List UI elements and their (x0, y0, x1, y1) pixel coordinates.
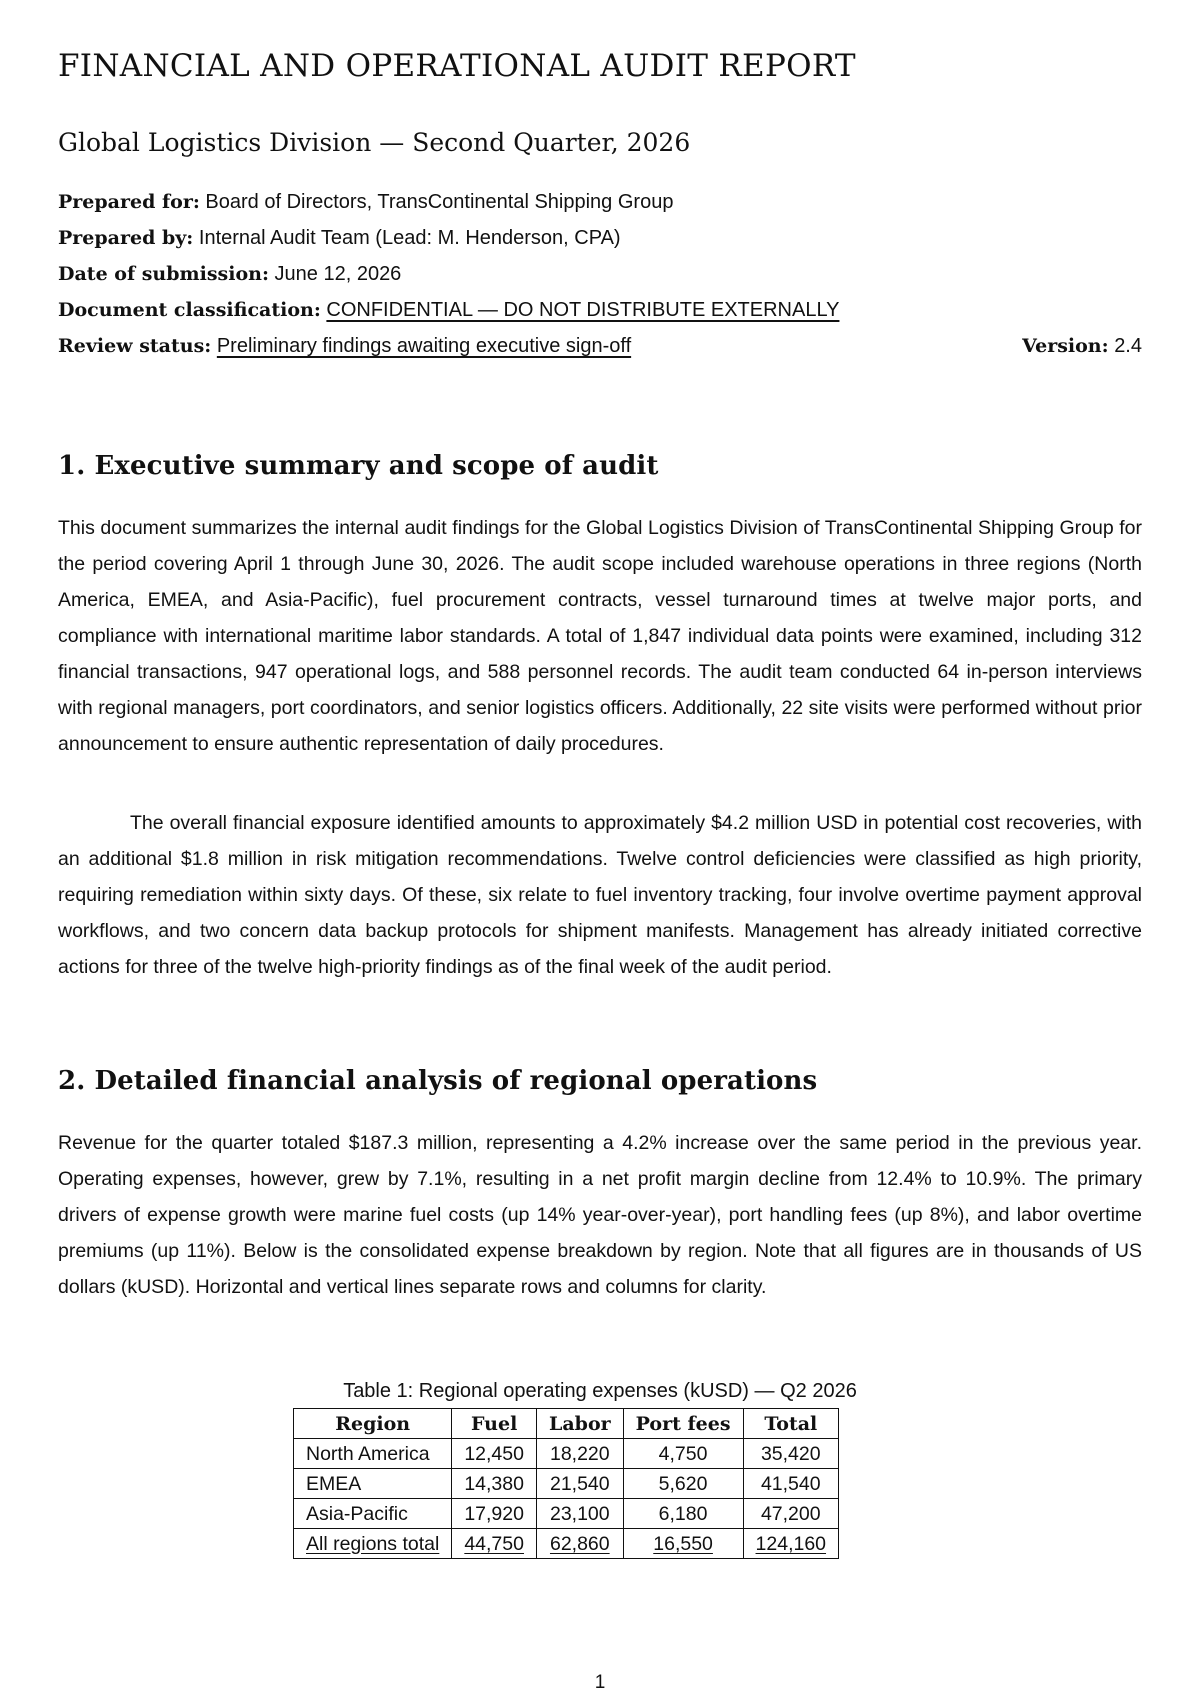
cell-total: 41,540 (743, 1469, 839, 1499)
prepared-by-label: Prepared by: (58, 227, 194, 249)
expense-table-container (293, 1408, 839, 1559)
table-row (294, 1499, 839, 1529)
cell-region: Asia-Pacific (294, 1499, 452, 1529)
table-row (294, 1469, 839, 1499)
cell-total: 47,200 (743, 1499, 839, 1529)
cell-port-fees (623, 1529, 743, 1559)
version-info (1022, 332, 1142, 360)
version-label: Version: (1022, 335, 1109, 357)
classification-row (58, 296, 1142, 332)
regional-expense-table (293, 1408, 839, 1559)
header-labor: Labor (536, 1409, 623, 1439)
section-heading-executive-summary: 1. Executive summary and scope of audit (58, 451, 659, 481)
classification-value: CONFIDENTIAL — DO NOT DISTRIBUTE EXTERNALLY (326, 299, 840, 321)
table-total-row (294, 1529, 839, 1559)
prepared-by-value: Internal Audit Team (Lead: M. Henderson, CPA) (198, 227, 621, 249)
classification-label: Document classification: (58, 299, 321, 321)
version-value: 2.4 (1114, 335, 1142, 357)
cell-region: EMEA (294, 1469, 452, 1499)
document-subtitle: Global Logistics Division — Second Quarter, 2026 (58, 128, 691, 157)
section-heading-financial-analysis: 2. Detailed financial analysis of regional operations (58, 1066, 818, 1096)
cell-port-fees: 4,750 (623, 1439, 743, 1469)
header-port-fees: Port fees (623, 1409, 743, 1439)
cell-labor: 18,220 (536, 1439, 623, 1469)
table-row (294, 1439, 839, 1469)
document-metadata (58, 188, 1142, 368)
cell-labor: 23,100 (536, 1499, 623, 1529)
submission-date-value: June 12, 2026 (274, 263, 402, 285)
paragraph-scope: This document summarizes the internal audit findings for the Global Logistics Division of TransContinental Shipping Group for the period covering April 1 through June 30, 2026. The audit scope included warehouse operations in three regions (North America, EMEA, and Asia-Pacific), fuel procurement contracts, vessel turnaround times at twelve major ports, and compliance with international maritime labor standards. A total of 1,847 individual data points were examined, including 312 financial transactions, 947 operational logs, and 588 personnel records. The audit team conducted 64 in-person interviews with regional managers, port coordinators, and senior logistics officers. Additionally, 22 site visits were performed without prior announcement to ensure authentic representation of daily procedures. (58, 517, 1142, 755)
submission-date-label: Date of submission: (58, 263, 269, 285)
total-fuel: 44,750 (464, 1532, 524, 1555)
review-status-row (58, 332, 1142, 368)
cell-region (294, 1529, 452, 1559)
cell-port-fees: 6,180 (623, 1499, 743, 1529)
cell-labor (536, 1529, 623, 1559)
total-port-fees: 16,550 (653, 1532, 713, 1555)
cell-fuel: 17,920 (452, 1499, 537, 1529)
table-header-row (294, 1409, 839, 1439)
cell-fuel: 14,380 (452, 1469, 537, 1499)
header-region: Region (294, 1409, 452, 1439)
cell-port-fees: 5,620 (623, 1469, 743, 1499)
prepared-for-label: Prepared for: (58, 191, 200, 213)
submission-date-row (58, 260, 1142, 296)
prepared-for-row (58, 188, 1142, 224)
cell-labor: 21,540 (536, 1469, 623, 1499)
cell-total: 35,420 (743, 1439, 839, 1469)
cell-fuel: 12,450 (452, 1439, 537, 1469)
cell-total (743, 1529, 839, 1559)
prepared-by-row (58, 224, 1142, 260)
document-title: FINANCIAL AND OPERATIONAL AUDIT REPORT (58, 48, 856, 84)
paragraph-financial-exposure: The overall financial exposure identified amounts to approximately $4.2 million USD in potential cost recoveries, with an additional $1.8 million in risk mitigation recommendations. Twelve control deficiencies were classified as high priority, requiring remediation within sixty days. Of these, six relate to fuel inventory tracking, four involve overtime payment approval workflows, and two concern data backup protocols for shipment manifests. Management has already initiated corrective actions for three of the twelve high-priority findings as of the final week of the audit period. (58, 812, 1142, 978)
header-fuel: Fuel (452, 1409, 537, 1439)
header-total: Total (743, 1409, 839, 1439)
prepared-for-value: Board of Directors, TransContinental Shipping Group (205, 191, 674, 213)
page-number: 1 (594, 1672, 606, 1693)
table-caption: Table 1: Regional operating expenses (kUSD) — Q2 2026 (343, 1380, 857, 1402)
total-grand: 124,160 (755, 1532, 827, 1555)
total-labor: 62,860 (549, 1532, 610, 1555)
paragraph-revenue: Revenue for the quarter totaled $187.3 million, representing a 4.2% increase over the same period in the previous year. Operating expenses, however, grew by 7.1%, resulting in a net profit margin decline from 12.4% to 10.9%. The primary drivers of expense growth were marine fuel costs (up 14% year-over-year), port handling fees (up 8%), and labor overtime premiums (up 11%). Below is the consolidated expense breakdown by region. Note that all figures are in thousands of US dollars (kUSD). Horizontal and vertical lines separate rows and columns for clarity. (58, 1132, 1142, 1298)
cell-fuel (452, 1529, 537, 1559)
total-label: All regions total (306, 1532, 440, 1555)
review-status-label: Review status: (58, 335, 212, 357)
cell-region: North America (294, 1439, 452, 1469)
review-status-value: Preliminary findings awaiting executive sign-off (216, 335, 632, 357)
